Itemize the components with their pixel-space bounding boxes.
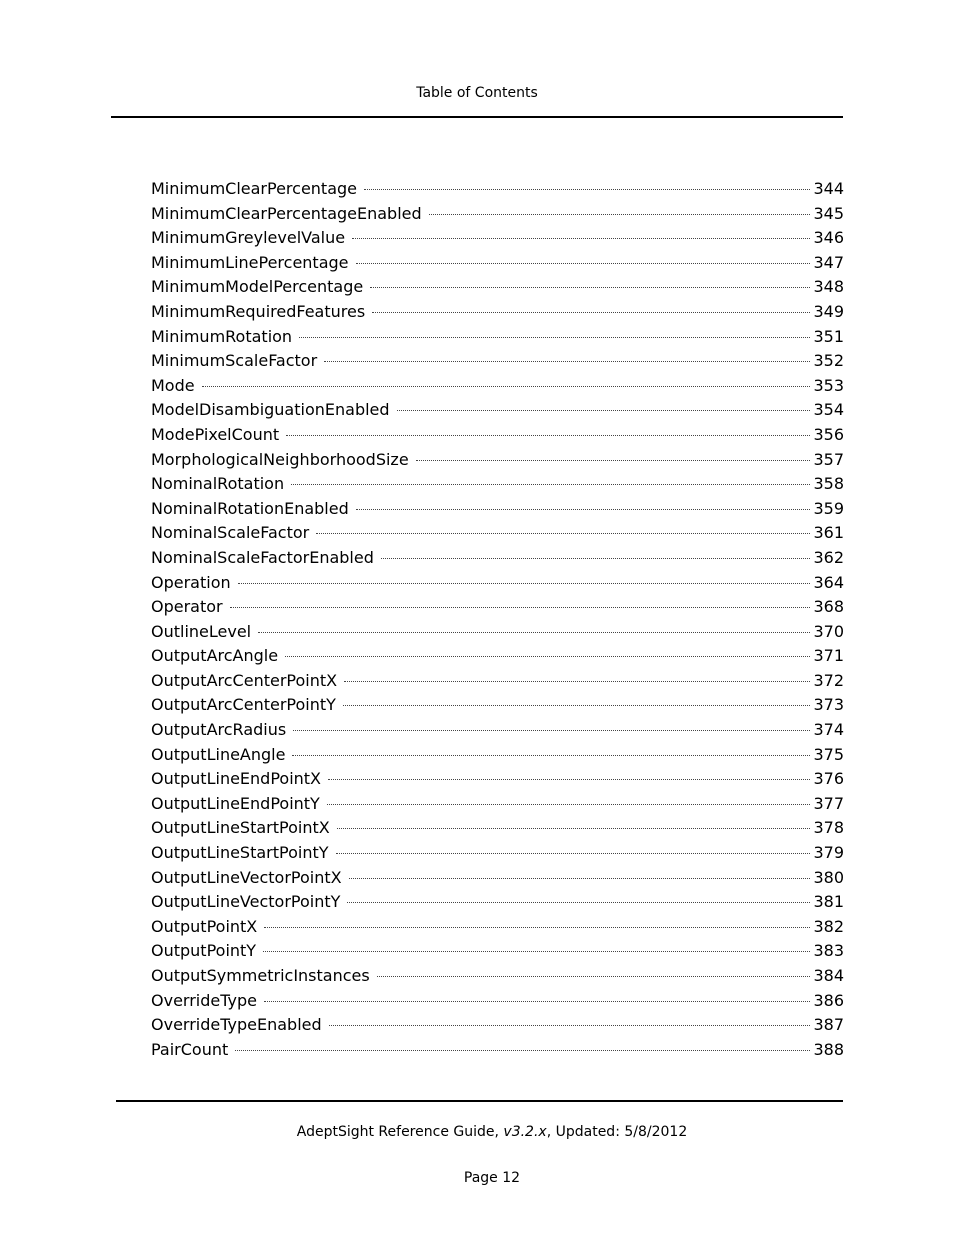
toc-entry[interactable] [151, 989, 844, 1014]
toc-entry-page[interactable]: 356 [813, 424, 844, 444]
toc-entry-page[interactable]: 368 [813, 597, 844, 617]
toc-dot-leader [258, 632, 810, 633]
toc-entry-page[interactable]: 372 [813, 670, 844, 690]
footer-rule [116, 1100, 843, 1102]
toc-entry-title[interactable]: NominalScaleFactor [151, 523, 310, 543]
toc-dot-leader [336, 853, 811, 854]
toc-dot-leader [344, 681, 810, 682]
toc-dot-leader [337, 828, 811, 829]
toc-dot-leader [264, 927, 810, 928]
toc-entry-page[interactable]: 359 [813, 498, 844, 518]
toc-entry-page[interactable]: 370 [813, 621, 844, 641]
toc-entry-title[interactable]: MinimumRotation [151, 326, 293, 346]
toc-entry[interactable] [151, 890, 844, 915]
toc-dot-leader [328, 779, 810, 780]
toc-entry-page[interactable]: 345 [813, 203, 844, 223]
toc-dot-leader [352, 238, 810, 239]
toc-entry-page[interactable]: 354 [813, 400, 844, 420]
toc-entry[interactable] [151, 546, 844, 571]
toc-dot-leader [293, 730, 810, 731]
toc-entry-page[interactable]: 348 [813, 277, 844, 297]
toc-entry-page[interactable]: 357 [813, 449, 844, 469]
toc-entry-page[interactable]: 384 [813, 966, 844, 985]
toc-entry-page[interactable]: 347 [813, 252, 844, 272]
toc-entry[interactable] [151, 816, 844, 841]
toc-dot-leader [202, 386, 811, 387]
toc-entry[interactable] [151, 275, 844, 300]
toc-entry-page[interactable]: 373 [813, 695, 844, 715]
toc-entry[interactable] [151, 866, 844, 891]
toc-dot-leader [364, 189, 810, 190]
toc-entry-title[interactable]: MinimumRequiredFeatures [151, 301, 366, 321]
footer-version: v3.2.x [503, 1124, 547, 1140]
toc-entry-title[interactable]: OutputLineStartPointX [151, 818, 330, 838]
toc-entry-title[interactable]: NominalScaleFactorEnabled [151, 547, 374, 567]
toc-entry-page[interactable]: 381 [813, 892, 844, 912]
toc-entry-page[interactable]: 388 [813, 1039, 844, 1059]
toc-entry[interactable] [151, 300, 844, 325]
toc-dot-leader [329, 1025, 811, 1026]
toc-entry-title[interactable]: MinimumClearPercentage [151, 179, 357, 198]
toc-dot-leader [356, 509, 811, 510]
toc-dot-leader [230, 607, 811, 608]
toc-entry-title[interactable]: OutputSymmetricInstances [151, 966, 370, 985]
header-rule [111, 116, 843, 118]
toc-entry[interactable] [151, 718, 844, 743]
toc-entry-title[interactable]: MinimumScaleFactor [151, 351, 318, 371]
toc-entry-title[interactable]: NominalRotationEnabled [151, 498, 349, 518]
toc-entry-page[interactable]: 361 [813, 523, 844, 543]
toc-entry[interactable] [151, 743, 844, 768]
toc-entry-page[interactable]: 386 [813, 990, 844, 1010]
toc-dot-leader [238, 583, 811, 584]
toc-entry[interactable] [151, 1038, 844, 1063]
toc-entry-title[interactable]: OutputArcRadius [151, 720, 287, 740]
toc-entry[interactable] [151, 374, 844, 399]
toc-dot-leader [372, 312, 810, 313]
toc-entry[interactable] [151, 841, 844, 866]
toc-dot-leader [286, 435, 810, 436]
toc-entry[interactable] [151, 448, 844, 473]
toc-entry-page[interactable]: 378 [813, 818, 844, 838]
toc-entry[interactable] [151, 693, 844, 718]
toc-dot-leader [416, 460, 811, 461]
footer-guide-name: AdeptSight Reference Guide, [296, 1124, 499, 1140]
toc-entry-title[interactable]: OutputLineVectorPointY [151, 892, 341, 912]
toc-entry-title[interactable]: NominalRotation [151, 474, 285, 494]
toc-dot-leader [235, 1050, 810, 1051]
toc-dot-leader [324, 361, 810, 362]
toc-entry-page[interactable]: 349 [813, 301, 844, 321]
toc-dot-leader [299, 337, 810, 338]
toc-entry[interactable] [151, 644, 844, 669]
toc-entry-page[interactable]: 379 [813, 843, 844, 863]
toc-entry-page[interactable]: 344 [813, 179, 844, 198]
toc-entry-title[interactable]: OutputLineEndPointX [151, 769, 322, 789]
toc-entry[interactable] [151, 620, 844, 645]
toc-entry-title[interactable]: MorphologicalNeighborhoodSize [151, 449, 409, 469]
toc-entry[interactable] [151, 595, 844, 620]
table-of-contents [151, 177, 844, 1062]
toc-entry[interactable] [151, 226, 844, 251]
toc-entry-page[interactable]: 374 [813, 720, 844, 740]
page-number: Page 12 [463, 1170, 521, 1186]
toc-dot-leader [343, 705, 811, 706]
toc-dot-leader [285, 656, 810, 657]
toc-entry-page[interactable]: 351 [813, 326, 844, 346]
toc-entry[interactable] [151, 767, 844, 792]
toc-entry-page[interactable]: 382 [813, 916, 844, 936]
toc-entry-title[interactable]: ModePixelCount [151, 424, 280, 444]
toc-entry-page[interactable]: 377 [813, 793, 844, 813]
toc-entry-title[interactable]: OutputLineVectorPointX [151, 867, 342, 887]
toc-entry-title[interactable]: OutlineLevel [151, 621, 252, 641]
toc-entry-title[interactable]: ModelDisambiguationEnabled [151, 400, 390, 420]
toc-entry-title[interactable]: OutputLineAngle [151, 744, 286, 764]
toc-entry-title[interactable]: Mode [151, 375, 195, 395]
toc-entry-page[interactable]: 352 [813, 351, 844, 371]
toc-entry[interactable] [151, 325, 844, 350]
toc-entry-title[interactable]: OutputPointX [151, 916, 258, 936]
toc-entry-title[interactable]: OverrideTypeEnabled [151, 1015, 322, 1035]
toc-entry[interactable] [151, 521, 844, 546]
toc-dot-leader [429, 214, 811, 215]
toc-entry-title[interactable]: OutputArcCenterPointX [151, 670, 338, 690]
toc-dot-leader [349, 878, 811, 879]
toc-entry[interactable] [151, 939, 844, 964]
toc-entry-title[interactable]: MinimumModelPercentage [151, 277, 364, 297]
toc-entry-page[interactable]: 346 [813, 228, 844, 248]
footer-updated: , Updated: 5/8/2012 [546, 1124, 688, 1140]
toc-dot-leader [347, 902, 810, 903]
toc-entry[interactable] [151, 398, 844, 423]
toc-entry-title[interactable]: PairCount [151, 1039, 229, 1059]
toc-entry-title[interactable]: Operation [151, 572, 231, 592]
toc-entry[interactable] [151, 964, 844, 989]
toc-entry[interactable] [151, 251, 844, 276]
toc-entry[interactable] [151, 423, 844, 448]
toc-entry-title[interactable]: OutputLineEndPointY [151, 793, 320, 813]
toc-entry-page[interactable]: 387 [813, 1015, 844, 1035]
toc-entry-page[interactable]: 383 [813, 941, 844, 961]
toc-dot-leader [316, 533, 810, 534]
toc-entry-title[interactable]: MinimumGreylevelValue [151, 228, 346, 248]
toc-entry-page[interactable]: 353 [813, 375, 844, 395]
toc-dot-leader [356, 263, 811, 264]
toc-dot-leader [397, 410, 811, 411]
toc-entry[interactable] [151, 202, 844, 227]
toc-entry[interactable] [151, 915, 844, 940]
toc-entry-title[interactable]: OverrideType [151, 990, 257, 1010]
toc-dot-leader [370, 287, 810, 288]
toc-entry-page[interactable]: 371 [813, 646, 844, 666]
toc-entry-title[interactable]: MinimumClearPercentageEnabled [151, 203, 422, 223]
toc-dot-leader [377, 976, 811, 977]
toc-entry-page[interactable]: 375 [813, 744, 844, 764]
toc-entry[interactable] [151, 472, 844, 497]
toc-entry[interactable] [151, 497, 844, 522]
toc-entry-title[interactable]: MinimumLinePercentage [151, 252, 349, 272]
toc-dot-leader [291, 484, 810, 485]
toc-entry[interactable] [151, 669, 844, 694]
toc-entry[interactable] [151, 1013, 844, 1038]
toc-dot-leader [327, 804, 811, 805]
toc-entry-page[interactable]: 376 [813, 769, 844, 789]
toc-dot-leader [381, 558, 811, 559]
toc-entry-title[interactable]: Operator [151, 597, 223, 617]
page-header-title: Table of Contents [416, 85, 538, 101]
toc-entry[interactable] [151, 177, 844, 202]
toc-entry-title[interactable]: OutputArcAngle [151, 646, 279, 666]
toc-dot-leader [264, 1001, 810, 1002]
toc-entry[interactable] [151, 571, 844, 596]
toc-entry-title[interactable]: OutputLineStartPointY [151, 843, 329, 863]
toc-entry-title[interactable]: OutputPointY [151, 941, 257, 961]
toc-entry-page[interactable]: 364 [813, 572, 844, 592]
toc-entry-title[interactable]: OutputArcCenterPointY [151, 695, 336, 715]
toc-entry-page[interactable]: 380 [813, 867, 844, 887]
footer-guide-info [0, 1123, 954, 1141]
toc-entry[interactable] [151, 792, 844, 817]
toc-dot-leader [292, 755, 810, 756]
toc-dot-leader [263, 951, 810, 952]
toc-entry-page[interactable]: 362 [813, 547, 844, 567]
toc-entry-page[interactable]: 358 [813, 474, 844, 494]
toc-entry[interactable] [151, 349, 844, 374]
